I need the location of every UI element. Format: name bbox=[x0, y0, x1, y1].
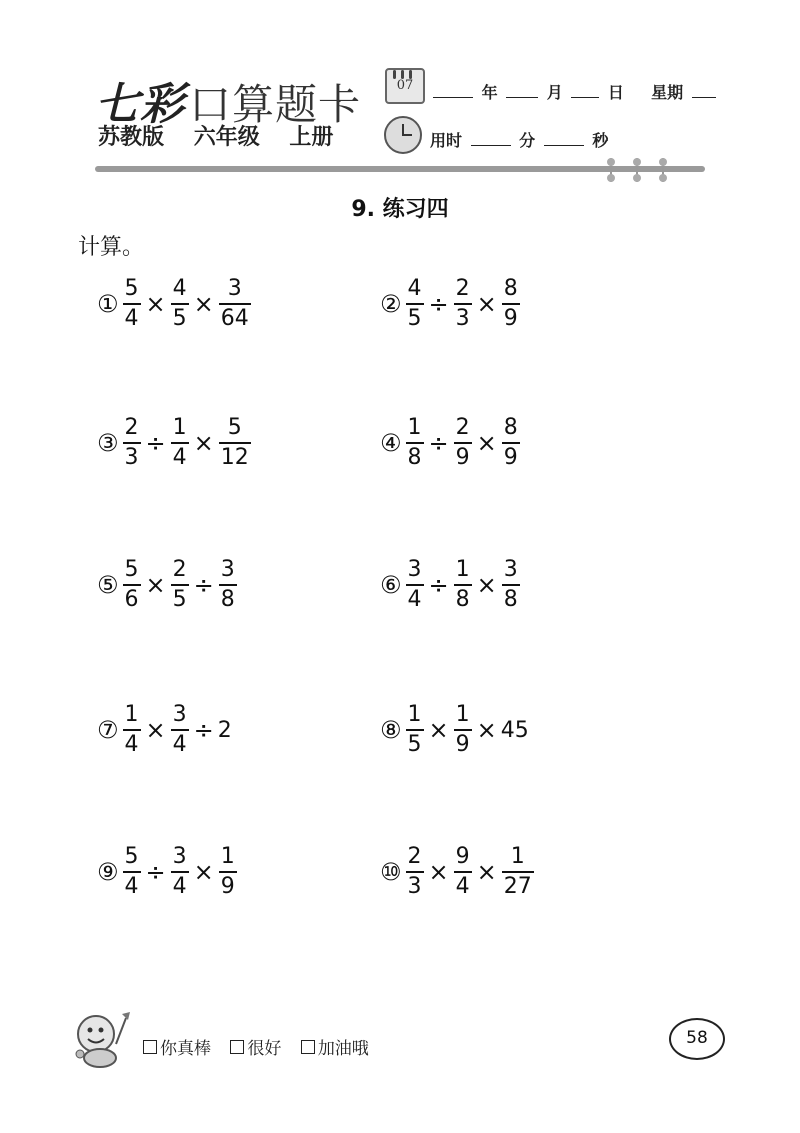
month-label: 月 bbox=[546, 83, 563, 102]
year-label: 年 bbox=[481, 83, 498, 102]
operator: ÷ bbox=[428, 571, 449, 599]
denominator: 4 bbox=[172, 874, 187, 899]
denominator: 5 bbox=[407, 732, 422, 757]
fraction-bar bbox=[171, 871, 189, 873]
operator: × bbox=[476, 290, 497, 318]
rating-label: 很好 bbox=[247, 1039, 282, 1059]
denominator: 9 bbox=[455, 732, 470, 757]
minutes-label: 分 bbox=[519, 131, 536, 150]
problem-item bbox=[97, 846, 239, 898]
denominator: 5 bbox=[172, 306, 187, 331]
numerator: 4 bbox=[407, 276, 422, 301]
lesson-title: 9. 练习四 bbox=[351, 197, 449, 222]
problem-item bbox=[380, 278, 522, 330]
numerator: 1 bbox=[407, 415, 422, 440]
page-number-badge bbox=[669, 1018, 725, 1060]
operator: × bbox=[476, 716, 497, 744]
checkbox[interactable] bbox=[301, 1040, 315, 1054]
fraction bbox=[123, 417, 141, 469]
month-blank[interactable] bbox=[506, 93, 538, 98]
rating-keep-going[interactable] bbox=[301, 1034, 369, 1059]
instruction-text: 计算。 bbox=[78, 235, 145, 260]
fraction-bar bbox=[406, 871, 424, 873]
denominator: 4 bbox=[124, 874, 139, 899]
fraction bbox=[406, 704, 424, 756]
denominator: 9 bbox=[503, 306, 518, 331]
fraction-bar bbox=[502, 303, 520, 305]
numerator: 1 bbox=[124, 702, 139, 727]
numerator: 4 bbox=[172, 276, 187, 301]
fraction bbox=[454, 417, 472, 469]
numerator: 3 bbox=[503, 557, 518, 582]
problem-number: ⑤ bbox=[97, 571, 119, 599]
denominator: 3 bbox=[407, 874, 422, 899]
operator: ÷ bbox=[145, 429, 166, 457]
fraction-bar bbox=[406, 303, 424, 305]
denominator: 5 bbox=[407, 306, 422, 331]
numerator: 5 bbox=[227, 415, 242, 440]
denominator: 4 bbox=[172, 732, 187, 757]
fraction-bar bbox=[123, 871, 141, 873]
fraction bbox=[406, 559, 424, 611]
time-used-label: 用时 bbox=[430, 131, 463, 150]
fraction bbox=[219, 559, 237, 611]
operator: × bbox=[193, 290, 214, 318]
numerator: 8 bbox=[503, 415, 518, 440]
denominator: 3 bbox=[455, 306, 470, 331]
date-fields bbox=[430, 80, 719, 103]
denominator: 4 bbox=[124, 732, 139, 757]
fraction-bar bbox=[219, 584, 237, 586]
denominator: 4 bbox=[124, 306, 139, 331]
fraction-bar bbox=[219, 303, 251, 305]
fraction bbox=[502, 559, 520, 611]
seconds-blank[interactable] bbox=[544, 141, 584, 146]
edition-line bbox=[98, 120, 355, 151]
fraction bbox=[454, 559, 472, 611]
rating-label: 你真棒 bbox=[160, 1039, 211, 1059]
operator: × bbox=[145, 716, 166, 744]
seconds-label: 秒 bbox=[592, 131, 609, 150]
fraction-bar bbox=[502, 442, 520, 444]
operator: × bbox=[193, 858, 214, 886]
fraction-bar bbox=[219, 442, 251, 444]
fraction-bar bbox=[454, 442, 472, 444]
problem-number: ④ bbox=[380, 429, 402, 457]
denominator: 5 bbox=[172, 587, 187, 612]
fraction-bar bbox=[171, 584, 189, 586]
operator: × bbox=[476, 429, 497, 457]
problem-item bbox=[97, 559, 239, 611]
numerator: 1 bbox=[455, 702, 470, 727]
numerator: 3 bbox=[172, 702, 187, 727]
problem-number: ⑨ bbox=[97, 858, 119, 886]
fraction bbox=[219, 417, 251, 469]
denominator: 9 bbox=[220, 874, 235, 899]
fraction bbox=[454, 278, 472, 330]
day-blank[interactable] bbox=[571, 93, 599, 98]
numerator: 1 bbox=[510, 844, 525, 869]
rating-label: 加油哦 bbox=[317, 1039, 369, 1059]
numerator: 2 bbox=[455, 415, 470, 440]
operator: × bbox=[145, 290, 166, 318]
fraction-bar bbox=[219, 871, 237, 873]
checkbox[interactable] bbox=[143, 1040, 157, 1054]
fraction bbox=[219, 846, 237, 898]
fraction bbox=[454, 704, 472, 756]
numerator: 2 bbox=[407, 844, 422, 869]
fraction-bar bbox=[406, 729, 424, 731]
fraction bbox=[123, 559, 141, 611]
calendar-number: 07 bbox=[396, 78, 414, 93]
problem-number: ⑦ bbox=[97, 716, 119, 744]
fraction-bar bbox=[502, 584, 520, 586]
numerator: 9 bbox=[455, 844, 470, 869]
operator: ÷ bbox=[193, 571, 214, 599]
operator: × bbox=[193, 429, 214, 457]
weekday-label: 星期 bbox=[651, 83, 684, 102]
fraction-bar bbox=[454, 871, 472, 873]
integer: 45 bbox=[500, 717, 529, 743]
fraction-bar bbox=[123, 303, 141, 305]
fraction-bar bbox=[406, 442, 424, 444]
numerator: 2 bbox=[172, 557, 187, 582]
checkbox[interactable] bbox=[230, 1040, 244, 1054]
fraction-bar bbox=[123, 584, 141, 586]
fraction-bar bbox=[454, 729, 472, 731]
problem-number: ① bbox=[97, 290, 119, 318]
fraction bbox=[406, 417, 424, 469]
denominator: 27 bbox=[503, 874, 532, 899]
edition-volume: 上册 bbox=[289, 125, 334, 150]
calendar-icon bbox=[385, 68, 425, 104]
fraction bbox=[171, 559, 189, 611]
fraction bbox=[171, 846, 189, 898]
fraction bbox=[219, 278, 251, 330]
fraction bbox=[502, 278, 520, 330]
numerator: 3 bbox=[227, 276, 242, 301]
fraction-bar bbox=[502, 871, 534, 873]
numerator: 1 bbox=[407, 702, 422, 727]
operator: × bbox=[476, 571, 497, 599]
denominator: 6 bbox=[124, 587, 139, 612]
self-rating bbox=[143, 1034, 383, 1059]
operator: ÷ bbox=[193, 716, 214, 744]
operator: ÷ bbox=[145, 858, 166, 886]
edition-grade: 六年级 bbox=[193, 125, 260, 150]
operator: × bbox=[476, 858, 497, 886]
operator: × bbox=[428, 716, 449, 744]
denominator: 9 bbox=[455, 445, 470, 470]
fraction-bar bbox=[123, 442, 141, 444]
bead-decoration-icon bbox=[603, 158, 673, 184]
numerator: 2 bbox=[124, 415, 139, 440]
denominator: 8 bbox=[455, 587, 470, 612]
fraction bbox=[171, 278, 189, 330]
fraction-bar bbox=[171, 303, 189, 305]
denominator: 3 bbox=[124, 445, 139, 470]
fraction bbox=[454, 846, 472, 898]
problem-number: ③ bbox=[97, 429, 119, 457]
minutes-blank[interactable] bbox=[471, 141, 511, 146]
numerator: 3 bbox=[172, 844, 187, 869]
brand-rest: 口算题卡 bbox=[189, 80, 362, 129]
fraction-bar bbox=[454, 303, 472, 305]
rating-good[interactable] bbox=[230, 1034, 281, 1059]
denominator: 4 bbox=[455, 874, 470, 899]
denominator: 8 bbox=[220, 587, 235, 612]
brand-hand: 七彩 bbox=[95, 79, 185, 130]
fraction bbox=[123, 278, 141, 330]
denominator: 9 bbox=[503, 445, 518, 470]
denominator: 8 bbox=[503, 587, 518, 612]
problem-item bbox=[97, 278, 253, 330]
denominator: 12 bbox=[220, 445, 249, 470]
numerator: 5 bbox=[124, 844, 139, 869]
fraction bbox=[502, 417, 520, 469]
fraction-bar bbox=[171, 442, 189, 444]
year-blank[interactable] bbox=[433, 93, 473, 98]
clock-icon bbox=[384, 116, 422, 154]
denominator: 4 bbox=[172, 445, 187, 470]
fraction-bar bbox=[123, 729, 141, 731]
fraction bbox=[123, 704, 141, 756]
page-number: 58 bbox=[686, 1028, 708, 1048]
edition-publisher: 苏教版 bbox=[98, 125, 165, 150]
problem-number: ② bbox=[380, 290, 402, 318]
numerator: 1 bbox=[220, 844, 235, 869]
problem-item bbox=[380, 704, 529, 756]
weekday-blank[interactable] bbox=[692, 93, 716, 98]
problem-item bbox=[380, 417, 522, 469]
problem-item bbox=[97, 704, 232, 756]
problem-item bbox=[97, 417, 253, 469]
denominator: 8 bbox=[407, 445, 422, 470]
denominator: 64 bbox=[220, 306, 249, 331]
problem-number: ⑧ bbox=[380, 716, 402, 744]
fraction bbox=[171, 704, 189, 756]
numerator: 1 bbox=[455, 557, 470, 582]
fraction bbox=[406, 846, 424, 898]
numerator: 2 bbox=[455, 276, 470, 301]
fraction bbox=[171, 417, 189, 469]
problem-number: ⑥ bbox=[380, 571, 402, 599]
operator: ÷ bbox=[428, 429, 449, 457]
denominator: 4 bbox=[407, 587, 422, 612]
numerator: 3 bbox=[220, 557, 235, 582]
fraction-bar bbox=[171, 729, 189, 731]
operator: × bbox=[428, 858, 449, 886]
numerator: 5 bbox=[124, 276, 139, 301]
problem-item bbox=[380, 846, 536, 898]
rating-great[interactable] bbox=[143, 1034, 211, 1059]
problem-item bbox=[380, 559, 522, 611]
problem-number: ⑩ bbox=[380, 858, 402, 886]
numerator: 5 bbox=[124, 557, 139, 582]
numerator: 3 bbox=[407, 557, 422, 582]
fraction-bar bbox=[406, 584, 424, 586]
fraction bbox=[123, 846, 141, 898]
fraction bbox=[406, 278, 424, 330]
fraction-bar bbox=[454, 584, 472, 586]
mascot-icon bbox=[70, 1008, 136, 1070]
numerator: 1 bbox=[172, 415, 187, 440]
integer: 2 bbox=[217, 717, 232, 743]
operator: ÷ bbox=[428, 290, 449, 318]
operator: × bbox=[145, 571, 166, 599]
numerator: 8 bbox=[503, 276, 518, 301]
fraction bbox=[502, 846, 534, 898]
day-label: 日 bbox=[607, 83, 624, 102]
time-fields bbox=[430, 128, 608, 151]
